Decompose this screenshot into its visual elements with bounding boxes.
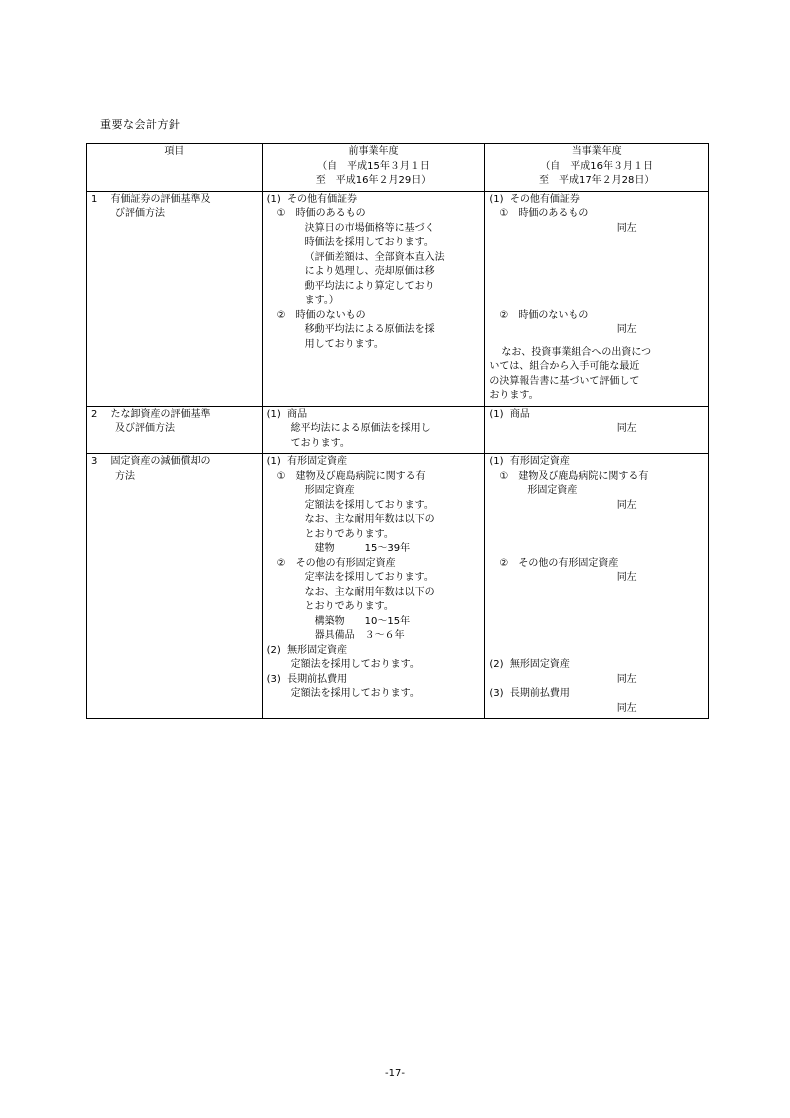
section-title: 重要な会計方針 (100, 118, 181, 131)
header-prev-period: 前事業年度 （自 平成15年３月１日 至 平成16年２月29日） (262, 144, 485, 192)
prev-cell: (1) その他有価証券 ① 時価のあるもの 決算日の市場価格等に基づく 時価法を採用しております。 （評価差額は、全部資本直入法 により処理し、売却原価は移 動平均法により算定しており ます。） ② 時価のないもの 移動平均法による原価法を採 用しております。 (262, 191, 485, 406)
header-curr-period: 当事業年度 （自 平成16年３月１日 至 平成17年２月28日） (485, 144, 709, 192)
curr-cell: (1) 有形固定資産 ① 建物及び鹿島病院に関する有 形固定資産 同左 ② その他の有形固定資産 同左 (2) 無形固定資産 同左 (3) 長期前払費用 同左 (485, 454, 709, 719)
header-item: 項目 (87, 144, 263, 192)
curr-cell: (1) その他有価証券 ① 時価のあるもの 同左 ② 時価のないもの 同左 なお、投資事業組合への出資につ いては、組合から入手可能な最近 の決算報告書に基づいて評価して おります。 (485, 191, 709, 406)
item-cell: 1 有価証券の評価基準及 び評価方法 (87, 191, 263, 406)
table-row (87, 454, 709, 719)
accounting-policy-table (86, 143, 709, 719)
item-cell: 2 たな卸資産の評価基準 及び評価方法 (87, 406, 263, 454)
page-number: -17- (385, 1068, 405, 1079)
item-cell: 3 固定資産の減価償却の 方法 (87, 454, 263, 719)
curr-cell: (1) 商品 同左 (485, 406, 709, 454)
table-row (87, 406, 709, 454)
table-row (87, 191, 709, 406)
prev-cell: (1) 有形固定資産 ① 建物及び鹿島病院に関する有 形固定資産 定額法を採用しております。 なお、主な耐用年数は以下の とおりであります。 建物 15～39年 ② その他の有形固定資産 定率法を採用しております。 なお、主な耐用年数は以下の とおりであります。 構築物 10～15年 器具備品 ３～６年 (2) 無形固定資産 定額法を採用しております。 (3) 長期前払費用 定額法を採用しております。 (262, 454, 485, 719)
table-header-row (87, 144, 709, 192)
prev-cell: (1) 商品 総平均法による原価法を採用し ております。 (262, 406, 485, 454)
